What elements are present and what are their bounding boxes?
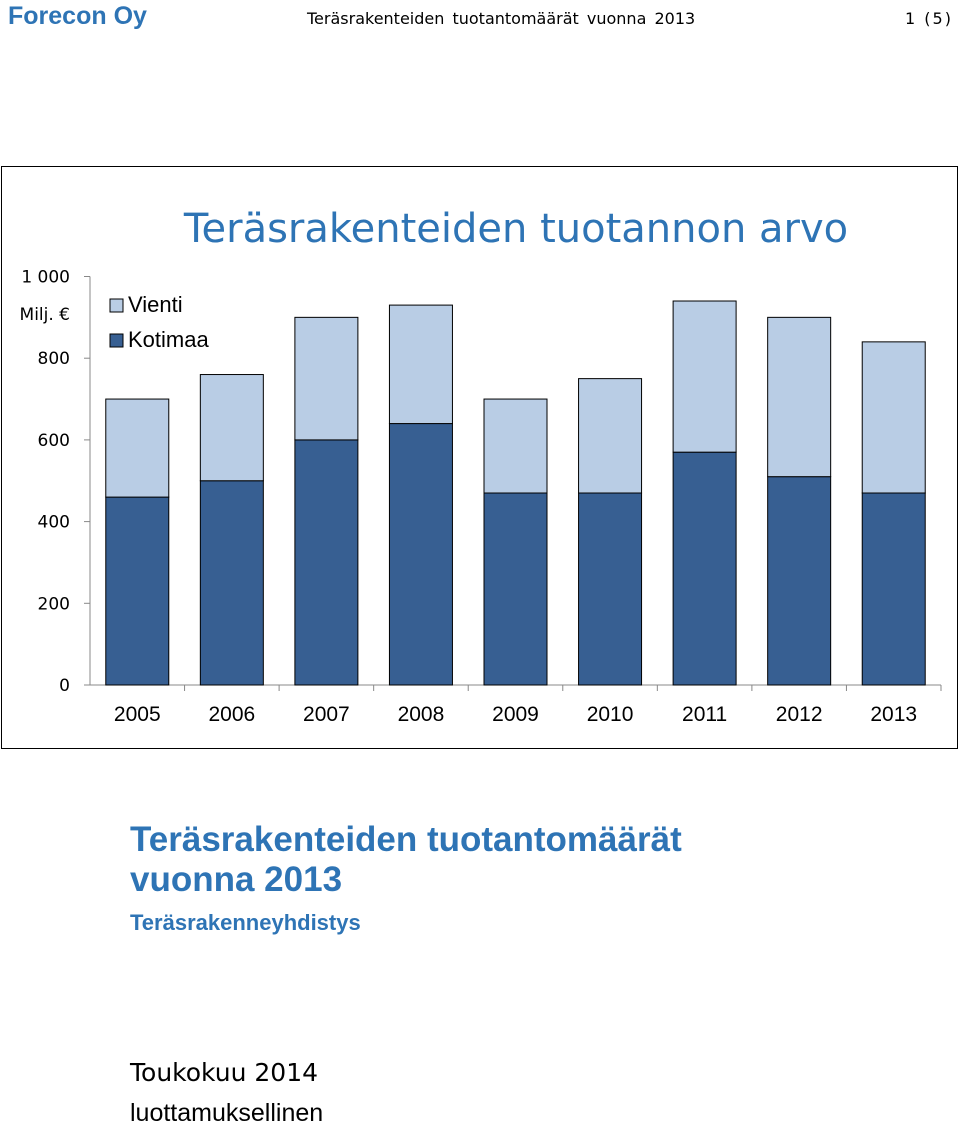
bar-kotimaa-2006	[200, 481, 263, 685]
x-tick-label: 2011	[682, 703, 728, 726]
bar-kotimaa-2008	[389, 424, 452, 685]
bar-vienti-2013	[862, 342, 925, 493]
page-number: 1 (5)	[905, 9, 953, 28]
bar-kotimaa-2013	[862, 493, 925, 685]
bar-vienti-2009	[484, 399, 547, 493]
y-tick-label: 800	[37, 349, 70, 370]
x-tick-label: 2010	[586, 703, 634, 726]
organization-name: Teräsrakenneyhdistys	[130, 910, 361, 935]
chart-title: Teräsrakenteiden tuotannon arvo	[183, 206, 849, 252]
bar-vienti-2008	[389, 305, 452, 423]
bar-vienti-2005	[106, 399, 169, 497]
bar-vienti-2011	[673, 301, 736, 452]
y-tick-label: 0	[59, 676, 70, 696]
bar-kotimaa-2007	[295, 440, 358, 685]
x-tick-label: 2009	[492, 703, 539, 726]
y-tick-label: 400	[37, 512, 70, 533]
y-tick-label: 1 000	[21, 267, 70, 288]
cover-title	[130, 820, 682, 900]
y-tick-label: 600	[37, 430, 70, 451]
x-tick-label: 2007	[303, 703, 350, 726]
cover-title-line-1: Teräsrakenteiden tuotantomäärät	[130, 820, 682, 859]
y-tick-label: 200	[37, 594, 70, 615]
bar-vienti-2006	[200, 375, 263, 481]
x-tick-label: 2012	[775, 703, 823, 726]
confidentiality-label: luottamuksellinen	[130, 1099, 324, 1127]
document-title: Teräsrakenteiden tuotantomäärät vuonna 2013	[307, 9, 696, 28]
x-tick-label: 2005	[113, 703, 161, 726]
y-axis-label: Milj. €	[19, 305, 70, 325]
legend-label-vienti: Vienti	[128, 292, 183, 317]
bar-kotimaa-2009	[484, 493, 547, 685]
bar-vienti-2010	[579, 379, 642, 493]
bar-kotimaa-2011	[673, 452, 736, 685]
x-tick-label: 2008	[397, 703, 445, 726]
chart-container	[1, 166, 958, 749]
bar-vienti-2007	[295, 317, 358, 440]
legend-label-kotimaa: Kotimaa	[128, 327, 209, 352]
x-tick-label: 2006	[208, 703, 256, 726]
legend-swatch-vienti	[110, 299, 123, 312]
cover-title-line-2: vuonna 2013	[130, 860, 343, 899]
legend-swatch-kotimaa	[110, 334, 123, 347]
bar-kotimaa-2012	[768, 477, 831, 685]
x-tick-label: 2013	[870, 703, 918, 726]
publication-date: Toukokuu 2014	[130, 1058, 319, 1087]
bar-kotimaa-2010	[579, 493, 642, 685]
page-header	[0, 0, 960, 40]
bar-kotimaa-2005	[106, 497, 169, 685]
bar-vienti-2012	[768, 317, 831, 476]
company-name: Forecon Oy	[8, 2, 147, 30]
stacked-bar-chart	[2, 167, 957, 748]
